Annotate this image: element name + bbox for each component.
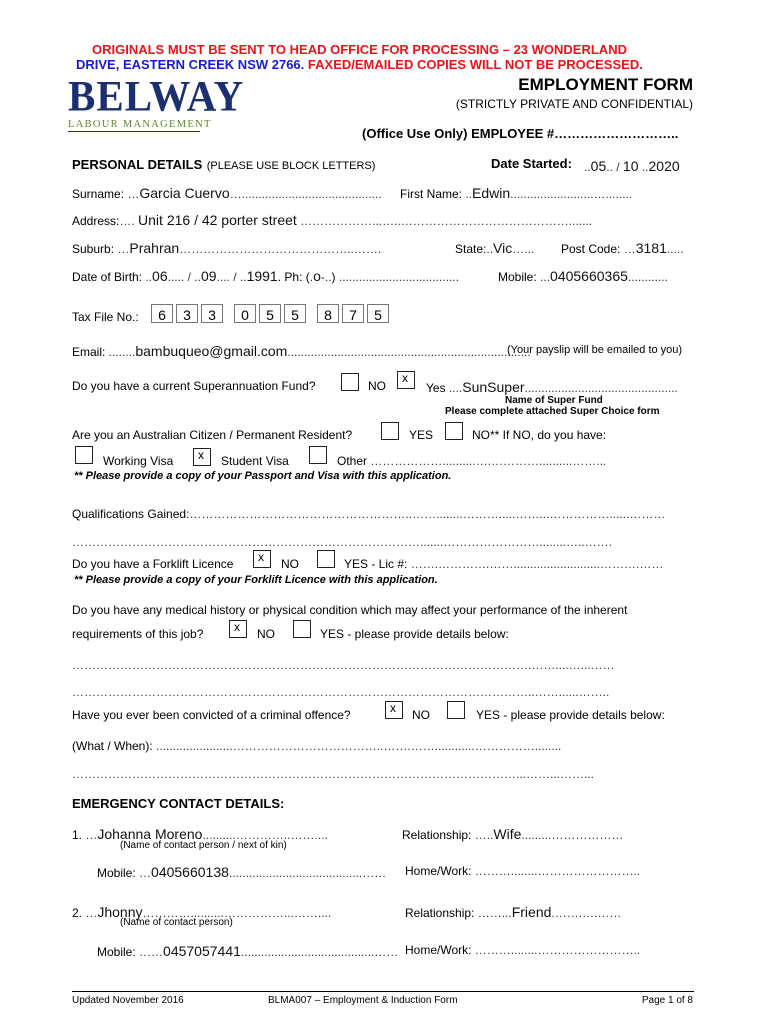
tfn-digit-2[interactable]: 3 [176,304,198,323]
first-name-label: First Name: [400,187,463,201]
super-no-checkbox[interactable] [341,373,359,391]
super-yes-mark: x [402,371,408,385]
contact-1-home-row[interactable]: Home/Work: ………........…………………….. [405,864,641,878]
email-value[interactable]: bambuqueo@gmail.com [135,343,288,359]
medical-yes-checkbox[interactable] [293,620,311,638]
postcode-row: Post Code: …3181..... [561,240,684,256]
forklift-note: ** Please provide a copy of your Forklift Licence with this application. [74,574,438,586]
contact-2-home-row[interactable]: Home/Work: ………........…………………….. [405,943,641,957]
notice-line-1: ORIGINALS MUST BE SENT TO HEAD OFFICE FOR PROCESSING – 23 WONDERLAND [92,42,627,57]
surname-row: Surname: …Garcia Cuervo….......................................... [72,185,382,201]
super-yes-label: Yes [426,381,446,395]
super-question: Do you have a current Superannuation Fund? [72,379,316,393]
other-visa-row: Other ………………..........….…………..........……... [337,454,607,468]
date-started-field[interactable]: ..05.. / 10 ..2020 [584,158,680,174]
postcode-value[interactable]: 3181 [635,240,667,256]
working-visa-checkbox[interactable] [75,446,93,464]
dob-row: Date of Birth: ..06..... / ..09.... / ..1991. Ph: (.o-..) .................................... [72,268,459,284]
tfn-digit-5[interactable]: 5 [259,304,281,323]
surname-value[interactable]: Garcia Cuervo [139,185,230,201]
citizen-question: Are you an Australian Citizen / Permanent Resident? [72,428,353,442]
contact-1-caption: (Name of contact person / next of kin) [120,840,287,851]
postcode-label: Post Code: [561,242,621,256]
contact-2-relationship-value[interactable]: Friend [511,904,552,920]
contact-1-mobile-row: Mobile: …0405660138........................................…… [97,864,387,880]
citizen-yes-checkbox[interactable] [381,422,399,440]
date-started-year: 2020 [648,158,680,174]
forklift-question: Do you have a Forklift Licence [72,557,234,571]
dob-month[interactable]: 09 [200,268,217,284]
tfn-digit-4[interactable]: 0 [234,304,256,323]
emergency-heading: EMERGENCY CONTACT DETAILS: [72,796,285,811]
contact-2-relationship-row: Relationship: ……...Friend.…….….…… [405,904,622,920]
mobile-label: Mobile: [498,270,537,284]
suburb-row: Suburb: …Prahran……………………………………..……. [72,240,382,256]
contact-2-name-value[interactable]: Jhonny [97,904,143,920]
contact-1-name-value[interactable]: Johanna Moreno [97,826,203,842]
qualifications-label: Qualifications Gained: [72,507,190,521]
address-value[interactable]: Unit 216 / 42 porter street [138,212,297,228]
phone-label: Ph: ( [284,270,310,284]
email-label: Email: [72,345,106,359]
super-fund-value[interactable]: SunSuper [462,379,525,395]
office-use-employee-number: (Office Use Only) EMPLOYEE #……………………….. [362,126,679,141]
criminal-yes-checkbox[interactable] [447,701,465,719]
contact-2-name-row: 2. …Jhonny…………..........……………...…….... [72,904,332,920]
date-started-day: 05 [590,158,607,174]
qualifications-row[interactable]: Qualifications Gained:………………………………………………..……........……….....……...……………......……… [72,507,666,521]
other-visa-checkbox[interactable] [309,446,327,464]
state-value[interactable]: Vic [493,240,513,256]
date-started-label: Date Started: [491,156,572,171]
passport-note: ** Please provide a copy of your Passport and Visa with this application. [74,470,452,482]
tfn-digit-8[interactable]: 7 [342,304,364,323]
logo-wordmark: BELWAY [68,71,245,121]
forklift-no-mark: x [258,550,264,564]
surname-label: Surname: [72,187,125,201]
tfn-digit-6[interactable]: 5 [284,304,306,323]
qualifications-line-2[interactable]: …………………………………………………………………………….......……………………........…..……. [72,535,613,549]
contact-2-number: 2. [72,906,83,920]
medical-yes-label: YES - please provide details below: [320,627,509,641]
medical-question-line-2: requirements of this job? [72,627,204,641]
citizen-yes-label: YES [409,428,434,442]
contact-1-relationship-label: Relationship: [402,828,472,842]
tfn-digit-1[interactable]: 6 [151,304,173,323]
contact-2-caption: (Name of contact person) [120,917,233,928]
footer-rule [72,991,694,992]
phone-close: ) [331,270,336,284]
tfn-digit-9[interactable]: 5 [367,304,389,323]
belway-logo [68,71,245,132]
contact-2-mobile-value[interactable]: 0457057441 [163,943,241,959]
section-note: (PLEASE USE BLOCK LETTERS) [206,160,376,172]
criminal-question: Have you ever been convicted of a criminal offence? [72,708,351,722]
dob-year[interactable]: 1991 [246,268,278,284]
contact-2-mobile-label: Mobile: [97,945,136,959]
contact-1-home-label: Home/Work: [405,864,472,878]
dob-day[interactable]: 06 [152,268,168,284]
personal-details-heading [72,156,375,174]
super-yes-checkbox[interactable] [397,371,415,389]
forklift-yes-row: YES - Lic #: …….………….……..........................……….…… [344,557,664,571]
student-visa-checkbox[interactable] [193,448,211,466]
email-row: Email: ........bambuqueo@gmail.com......................................................................... [72,343,531,359]
footer-page: Page 1 of 8 [641,995,693,1006]
contact-1-number: 1. [72,828,83,842]
student-visa-mark: x [198,448,204,462]
notice-address: DRIVE, EASTERN CREEK NSW 2766. [76,57,305,72]
first-name-value[interactable]: Edwin [472,185,511,201]
logo-rule [68,131,200,132]
contact-1-relationship-row: Relationship: …..Wife.........……………… [402,826,624,842]
date-started-month: 10 [622,158,639,174]
mobile-value[interactable]: 0405660365 [550,268,628,284]
logo-tagline: LABOUR MANAGEMENT [68,119,212,130]
contact-1-relationship-value[interactable]: Wife [493,826,522,842]
medical-details-line-2[interactable]: ……………………………………………………………………………………………………..……......…….. [72,685,610,699]
state-label: State: [455,242,487,256]
student-visa-label: Student Visa [221,454,289,468]
criminal-details-line-2[interactable]: …………………………………………………………………………………………………...……...……... [72,767,595,781]
form-title: EMPLOYMENT FORM [518,75,693,94]
contact-2-home-label: Home/Work: [405,943,472,957]
footer-updated: Updated November 2016 [72,995,184,1006]
working-visa-label: Working Visa [103,454,174,468]
what-when-label: (What / When): [72,739,153,753]
citizen-no-label: NO** If NO, do you have: [472,428,607,442]
contact-2-relationship-label: Relationship: [405,906,475,920]
medical-no-label: NO [257,627,275,641]
criminal-no-checkbox[interactable] [385,701,403,719]
dob-label: Date of Birth: [72,270,143,284]
criminal-no-label: NO [412,708,430,722]
address-row: Address:…. Unit 216 / 42 porter street ………………...…..……………………………………....... [72,212,593,228]
state-row: State:..Vic…... [455,240,535,256]
suburb-value[interactable]: Prahran [129,240,180,256]
medical-details-line-1[interactable]: …………………………………………………………………………………………………….……....…...…… [72,658,615,672]
contact-1-mobile-value[interactable]: 0405660138 [151,864,229,880]
notice-line-2 [76,57,643,72]
criminal-no-mark: x [390,701,396,715]
super-choice-note: Please complete attached Super Choice form [445,406,660,417]
form-subtitle: (STRICTLY PRIVATE AND CONFIDENTIAL) [455,97,693,111]
what-when-row[interactable]: (What / When): .......................………………………………..…….……............……………........ [72,739,562,753]
forklift-yes-label: YES - Lic #: [344,557,408,571]
citizen-no-checkbox[interactable] [445,422,463,440]
forklift-no-label: NO [281,557,299,571]
super-no-label: NO [368,379,386,393]
medical-no-mark: x [234,620,240,634]
medical-question-line-1: Do you have any medical history or physical condition which may affect your performance of the inherent [72,603,628,617]
super-yes-row: Yes ....SunSuper.............................................. [426,379,678,395]
notice-warning: FAXED/EMAILED COPIES WILL NOT BE PROCESSED. [307,57,643,72]
first-name-row: First Name: ..Edwin.........................…........ [400,185,633,201]
super-fund-caption: Name of Super Fund [505,395,603,406]
criminal-yes-label: YES - please provide details below: [476,708,665,722]
suburb-label: Suburb: [72,242,115,256]
address-label: Address: [72,214,120,228]
other-visa-label: Other [337,454,368,468]
forklift-yes-checkbox[interactable] [317,550,335,568]
contact-2-mobile-row: Mobile: ……0457057441........................................…… [97,943,399,959]
mobile-row: Mobile: ...0405660365............ [498,268,668,284]
tfn-label: Tax File No.: [72,310,139,324]
tfn-digit-7[interactable]: 8 [317,304,339,323]
contact-1-mobile-label: Mobile: [97,866,136,880]
footer-form-id: BLMA007 – Employment & Induction Form [268,995,458,1006]
contact-1-name-row: 1. …Johanna Moreno..........…………..…….... [72,826,328,842]
forklift-no-checkbox[interactable] [253,550,271,568]
section-title: PERSONAL DETAILS [72,157,203,172]
medical-no-checkbox[interactable] [229,620,247,638]
email-note: (Your payslip will be emailed to you) [507,344,683,356]
phone-value[interactable]: o [313,268,321,284]
tfn-digit-3[interactable]: 3 [201,304,223,323]
